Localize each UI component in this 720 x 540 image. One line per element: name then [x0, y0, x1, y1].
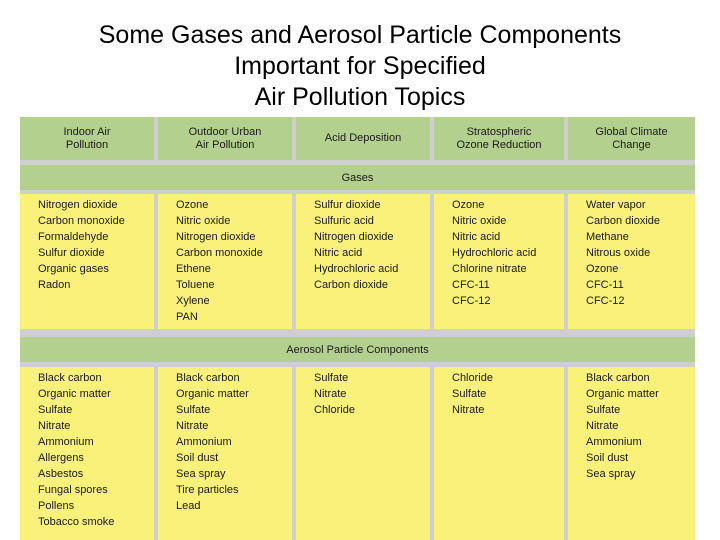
gas-item: Carbon monoxide — [38, 215, 125, 227]
gas-item: Chlorine nitrate — [452, 263, 527, 275]
column-header-text — [63, 126, 110, 152]
column-header-line: Outdoor Urban — [188, 125, 262, 138]
aerosol-item: Organic matter — [38, 388, 111, 400]
gas-item: Hydrochloric acid — [452, 247, 537, 259]
aerosol-item: Asbestos — [38, 468, 84, 480]
gas-item: Sulfur dioxide — [314, 199, 381, 211]
aerosol-item: Ammonium — [586, 436, 642, 448]
aerosol-item: Nitrate — [452, 404, 485, 416]
column-header-text — [457, 126, 542, 152]
column-header-line: Acid Deposition — [324, 132, 402, 144]
aerosol-item: Chloride — [452, 372, 493, 384]
column-header-text — [189, 126, 262, 152]
gas-item: Sulfuric acid — [314, 215, 374, 227]
aerosol-section-header: Aerosol Particle Components — [20, 337, 695, 362]
gas-item: Nitric oxide — [176, 215, 231, 227]
gas-item: Nitric acid — [314, 247, 363, 259]
gas-item: Ozone — [586, 263, 619, 275]
title-line-1: Some Gases and Aerosol Particle Components — [98, 21, 622, 49]
aerosol-cell — [296, 367, 430, 540]
gas-item: Ethene — [176, 263, 211, 275]
aerosol-item: Black carbon — [176, 372, 240, 384]
gas-item: Water vapor — [586, 199, 646, 211]
gases-section-header: Gases — [20, 165, 695, 190]
gas-item: Ozone — [452, 199, 485, 211]
gas-item: Formaldehyde — [38, 231, 109, 243]
column-header-line: Air Pollution — [195, 138, 255, 151]
header-row — [20, 117, 695, 160]
aerosol-item: Soil dust — [176, 452, 219, 464]
gas-item: Hydrochloric acid — [314, 263, 399, 275]
column-header-line: Pollution — [65, 138, 109, 151]
aerosol-cell — [434, 367, 564, 540]
gas-item: Nitrogen dioxide — [38, 199, 118, 211]
aerosol-item: Tire particles — [176, 484, 239, 496]
gas-item: Carbon dioxide — [314, 279, 388, 291]
aerosol-cell — [20, 367, 154, 540]
aerosol-item: Nitrate — [176, 420, 209, 432]
aerosol-item: Sea spray — [176, 468, 226, 480]
aerosol-item: Tobacco smoke — [38, 516, 115, 528]
page-title — [0, 20, 720, 113]
gas-item: Nitric oxide — [452, 215, 507, 227]
gas-item: Carbon dioxide — [586, 215, 660, 227]
gas-item: Sulfur dioxide — [38, 247, 105, 259]
title-line-2: Important for Specified — [234, 52, 486, 80]
column-header — [158, 117, 292, 160]
column-header-text — [595, 126, 667, 152]
gas-item: PAN — [176, 311, 198, 323]
column-header — [296, 117, 430, 160]
gas-item: CFC-12 — [452, 295, 491, 307]
gas-item: Methane — [586, 231, 629, 243]
aerosol-item: Allergens — [38, 452, 84, 464]
aerosol-item: Chloride — [314, 404, 355, 416]
aerosol-item: Ammonium — [176, 436, 232, 448]
aerosol-item: Ammonium — [38, 436, 94, 448]
gas-cell — [158, 194, 292, 329]
aerosol-item: Fungal spores — [38, 484, 108, 496]
gas-item: Toluene — [176, 279, 215, 291]
gas-item: Nitrogen dioxide — [314, 231, 394, 243]
gas-cell — [296, 194, 430, 329]
gas-item: CFC-11 — [586, 279, 624, 291]
aerosol-item: Organic matter — [586, 388, 659, 400]
gas-item: Nitrous oxide — [586, 247, 651, 259]
column-header-line: Ozone Reduction — [456, 138, 542, 151]
gas-item: Radon — [38, 279, 71, 291]
aerosol-item: Sulfate — [176, 404, 211, 416]
gas-cell — [20, 194, 154, 329]
column-header — [568, 117, 695, 160]
aerosol-cell — [158, 367, 292, 540]
aerosol-item: Nitrate — [38, 420, 71, 432]
title-line-3: Air Pollution Topics — [254, 83, 466, 111]
aerosol-item: Sea spray — [586, 468, 636, 480]
aerosol-item: Nitrate — [314, 388, 347, 400]
aerosol-item: Black carbon — [586, 372, 650, 384]
aerosol-item: Sulfate — [586, 404, 621, 416]
gas-item: Carbon monoxide — [176, 247, 263, 259]
column-header-line: Global Climate — [595, 125, 668, 138]
gas-item: Nitrogen dioxide — [176, 231, 256, 243]
aerosol-item: Organic matter — [176, 388, 249, 400]
gas-item: CFC-12 — [586, 295, 625, 307]
aerosol-item: Soil dust — [586, 452, 629, 464]
aerosol-row — [20, 367, 695, 540]
column-header — [20, 117, 154, 160]
column-header-text — [325, 132, 401, 145]
aerosol-item: Pollens — [38, 500, 75, 512]
aerosol-item: Sulfate — [38, 404, 73, 416]
gas-cell — [568, 194, 695, 329]
aerosol-item: Nitrate — [586, 420, 619, 432]
aerosol-item: Sulfate — [314, 372, 349, 384]
gas-item: Organic gases — [38, 263, 109, 275]
column-header-line: Indoor Air — [63, 125, 111, 138]
gas-item: Nitric acid — [452, 231, 501, 243]
gas-item: Ozone — [176, 199, 209, 211]
column-header-line: Stratospheric — [466, 125, 532, 138]
gas-item: Xylene — [176, 295, 210, 307]
pollution-table — [20, 117, 695, 540]
column-header-line: Change — [612, 138, 651, 151]
aerosol-item: Black carbon — [38, 372, 102, 384]
gas-item: CFC-11 — [452, 279, 490, 291]
aerosol-item: Sulfate — [452, 388, 487, 400]
column-header — [434, 117, 564, 160]
aerosol-cell — [568, 367, 695, 540]
gas-cell — [434, 194, 564, 329]
gases-row — [20, 194, 695, 329]
aerosol-item: Lead — [176, 500, 201, 512]
